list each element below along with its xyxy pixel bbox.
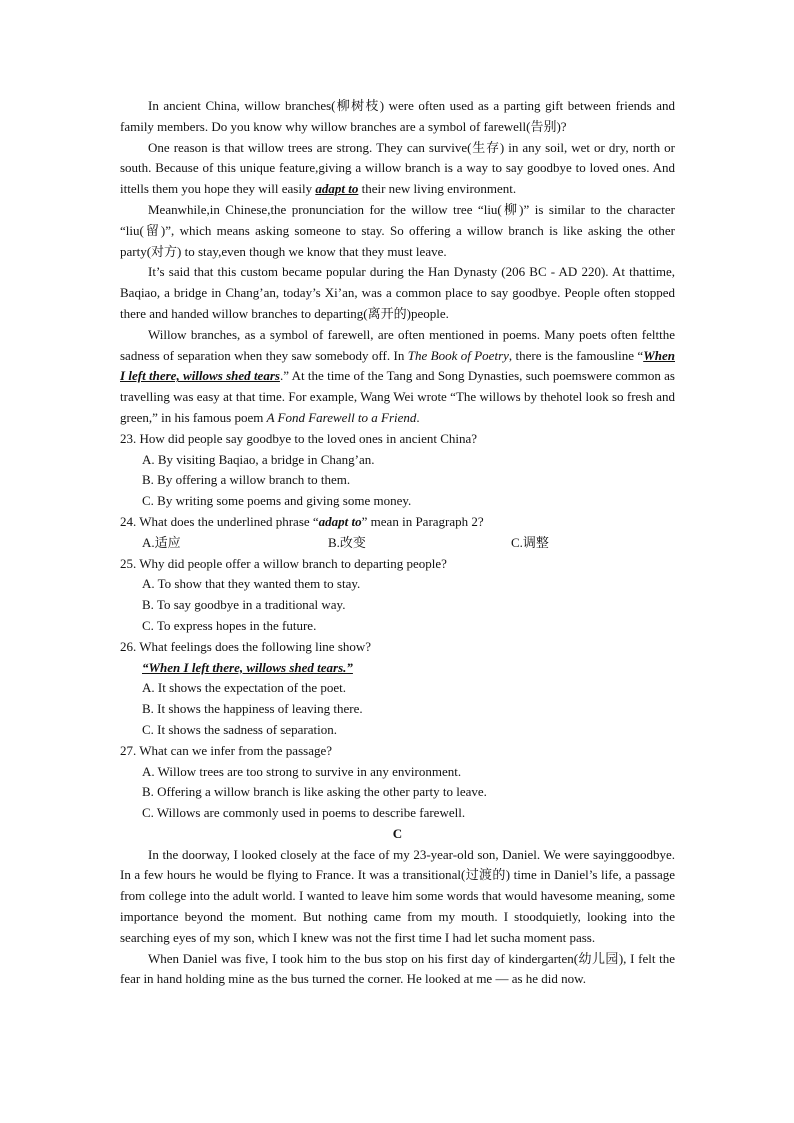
section-heading: C	[392, 825, 403, 841]
option-c[interactable]: C. By writing some poems and giving some money.	[142, 493, 412, 509]
question-24	[120, 512, 675, 554]
poem-title: A Fond Farewell to a Friend	[266, 409, 417, 425]
question-stem	[120, 512, 675, 533]
question-stem: 27. What can we infer from the passage?	[120, 742, 333, 758]
question-stem: 25. Why did people offer a willow branch to departing people?	[120, 555, 447, 571]
passage-b-paragraph-5	[120, 325, 675, 429]
option-b[interactable]: B.改变	[328, 534, 366, 550]
options-row	[142, 533, 675, 554]
option-b[interactable]: B. It shows the happiness of leaving there.	[142, 701, 363, 717]
question-stem: 26. What feelings does the following line show?	[120, 638, 372, 654]
book-title: The Book of Poetry	[407, 347, 509, 363]
paragraph-5-text-a: Willow branches, as a symbol of farewell, are often mentioned in poems. Many poets often feltthe sadness of separation when they saw somebody off. In	[120, 326, 675, 363]
underlined-phrase: adapt to	[315, 181, 359, 197]
option-a[interactable]: A.适应	[142, 534, 181, 550]
passage-b-paragraph-3: Meanwhile,in Chinese,the pronunciation for the willow tree “liu(柳)” is similar to the character “liu(留)”, which means asking someone to stay. So offering a willow branch is like asking the other party(对方) to stay,even though we know that they must leave.	[120, 201, 675, 259]
option-c[interactable]: C. It shows the sadness of separation.	[142, 721, 337, 737]
poem-quote: When I left there, willows shed tears	[120, 347, 675, 384]
question-27	[120, 741, 675, 824]
option-b[interactable]: B. By offering a willow branch to them.	[142, 472, 351, 488]
quoted-line: “When I left there, willows shed tears.”	[142, 659, 353, 675]
passage-c-paragraph-2: When Daniel was five, I took him to the bus stop on his first day of kindergarten(幼儿园), I felt the fear in hand holding mine as the bus turned the corner. He looked at me — as he did now.	[120, 950, 675, 987]
paragraph-2-text: One reason is that willow trees are strong. They can survive(生存) in any soil, wet or dry, north or south. Because of this unique feature,giving a willow branch is a way to say goodbye to loved ones. And ittells them you hope they will easily	[120, 139, 675, 197]
paragraph-5-text-b: , there is the famousline “	[508, 347, 644, 363]
option-c[interactable]: C. Willows are commonly used in poems to describe farewell.	[142, 805, 466, 821]
option-a[interactable]: A. Willow trees are too strong to survive in any environment.	[142, 763, 462, 779]
exam-page	[120, 96, 675, 990]
stem-text-b: ” mean in Paragraph 2?	[361, 513, 484, 529]
question-26	[120, 637, 675, 741]
passage-b-paragraph-1: In ancient China, willow branches(柳树枝) were often used as a parting gift between friends and family members. Do you know why willow branches are a symbol of farewell(告别)?	[120, 98, 675, 134]
paragraph-5-text-c: .” At the time of the Tang and Song Dynasties, such poemswere common as travelling was easy at that time. For example, Wang Wei wrote “The willows by thehotel look so fresh and green,” in his famous poem	[120, 368, 675, 425]
paragraph-2-text-end: their new living environment.	[358, 181, 517, 197]
option-b[interactable]: B. Offering a willow branch is like asking the other party to leave.	[142, 784, 487, 800]
option-c[interactable]: C.调整	[511, 534, 549, 550]
passage-b-paragraph-2	[120, 138, 675, 200]
question-23	[120, 429, 675, 512]
question-25	[120, 554, 675, 637]
question-stem: 23. How did people say goodbye to the loved ones in ancient China?	[120, 430, 478, 446]
option-b[interactable]: B. To say goodbye in a traditional way.	[142, 597, 346, 613]
passage-b-paragraph-4: It’s said that this custom became popular during the Han Dynasty (206 BC - AD 220). At thattime, Baqiao, a bridge in Chang’an, today’s Xi’an, was a common place to say goodbye. People often stopped there and handed willow branches to departing(离开的)people.	[120, 264, 675, 321]
option-a[interactable]: A. By visiting Baqiao, a bridge in Chang’an.	[142, 451, 375, 467]
passage-c-paragraph-1: In the doorway, I looked closely at the face of my 23-year-old son, Daniel. We were sayinggoodbye. In a few hours he would be flying to France. It was a transitional(过渡的) time in Daniel’s life, a passage from college into the adult world. I wanted to leave him some words that would havesome meaning, some importance beyond the moment. But nothing came from my mouth. I stoodquietly, looking into the searching eyes of my son, which I knew was not the first time I had let sucha moment pass.	[120, 846, 675, 945]
stem-phrase: adapt to	[318, 513, 362, 529]
option-a[interactable]: A. It shows the expectation of the poet.	[142, 680, 346, 696]
option-c[interactable]: C. To express hopes in the future.	[142, 617, 317, 633]
paragraph-5-text-d: .	[416, 409, 420, 425]
option-a[interactable]: A. To show that they wanted them to stay.	[142, 576, 361, 592]
stem-text-a: 24. What does the underlined phrase “	[120, 513, 319, 529]
